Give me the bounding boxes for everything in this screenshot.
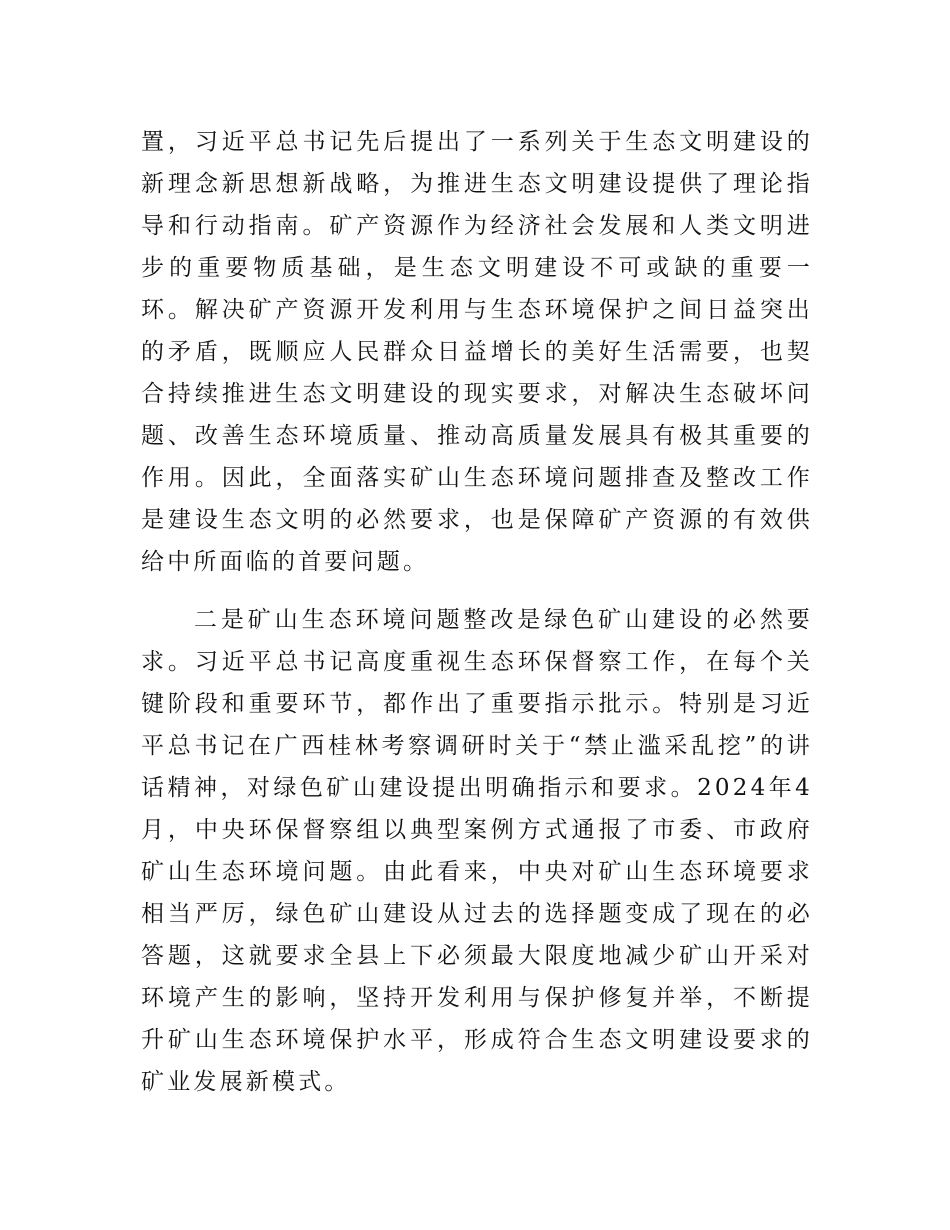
paragraph-green-mine: 二是矿山生态环境问题整改是绿色矿山建设的必然要求。习近平总书记高度重视生态环保督察工作，在每个关键阶段和重要环节，都作出了重要指示批示。特别是习近平总书记在广西桂林考察调研时关于“禁止滥采乱挖”的讲话精神，对绿色矿山建设提出明确指示和要求。2024年4月，中央环保督察组以典型案例方式通报了市委、市政府矿山生态环境问题。由此看来，中央对矿山生态环境要求相当严厉，绿色矿山建设从过去的选择题变成了现在的必答题，这就要求全县上下必须最大限度地减少矿山开采对环境产生的影响，坚持开发利用与保护修复并举，不断提升矿山生态环境保护水平，形成符合生态文明建设要求的矿业发展新模式。 (141, 607, 813, 1095)
paragraph-continuation: 置，习近平总书记先后提出了一系列关于生态文明建设的新理念新思想新战略，为推进生态文明建设提供了理论指导和行动指南。矿产资源作为经济社会发展和人类文明进步的重要物质基础，是生态文明建设不可或缺的重要一环。解决矿产资源开发利用与生态环境保护之间日益突出的矛盾，既顺应人民群众日益增长的美好生活需要，也契合持续推进生态文明建设的现实要求，对解决生态破坏问题、改善生态环境质量、推动高质量发展具有极其重要的作用。因此，全面落实矿山生态环境问题排查及整改工作是建设生态文明的必然要求，也是保障矿产资源的有效供给中所面临的首要问题。 (141, 129, 813, 575)
document-body (141, 121, 813, 1119)
